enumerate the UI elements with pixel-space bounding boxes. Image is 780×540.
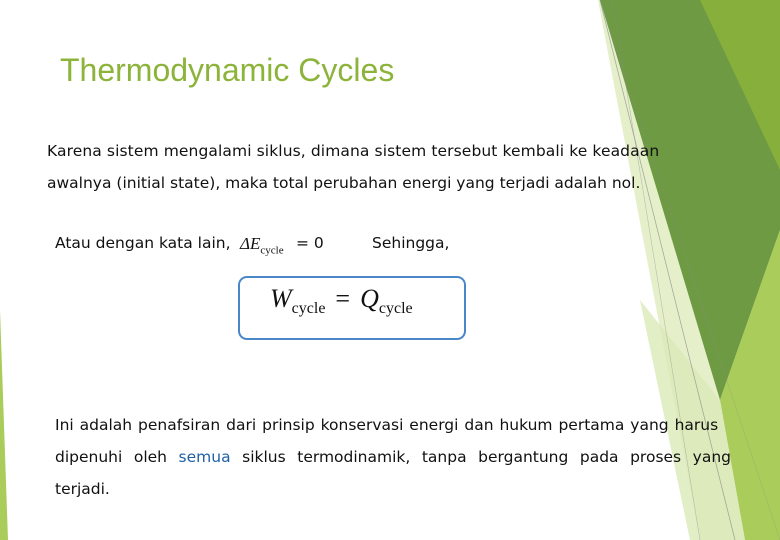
sehingga-label: Sehingga, [372, 234, 450, 252]
formula-lhs-sub: cycle [291, 300, 326, 317]
highlight-word: semua [178, 448, 231, 466]
slide-title: Thermodynamic Cycles [60, 52, 395, 88]
paragraph2-line2 [55, 448, 731, 466]
paragraph1-line2: awalnya (initial state), maka total perubahan energi yang terjadi adalah nol. [47, 174, 641, 192]
formula-equals: = [335, 284, 351, 313]
delta-subscript: cycle [260, 244, 284, 257]
paragraph2-line2-before: dipenuhi oleh [55, 448, 167, 466]
paragraph1-line1: Karena sistem mengalami siklus, dimana sistem tersebut kembali ke keadaan [47, 142, 660, 160]
paragraph2-line2-after: siklus termodinamik, tanpa bergantung pada proses yang [242, 448, 731, 466]
delta-e-cycle-symbol [240, 234, 284, 256]
formula-rhs: Q [360, 284, 379, 313]
formula-w-equals-q [270, 284, 413, 318]
paragraph2-line3: terjadi. [55, 480, 110, 498]
formula-lhs: W [270, 284, 292, 313]
equals-zero: = 0 [296, 234, 324, 252]
delta-symbol: ΔE [240, 234, 261, 253]
formula-rhs-sub: cycle [378, 300, 413, 317]
statement-prefix: Atau dengan kata lain, [55, 234, 231, 252]
paragraph2-line1: Ini adalah penafsiran dari prinsip konservasi energi dan hukum pertama yang harus [55, 416, 719, 434]
